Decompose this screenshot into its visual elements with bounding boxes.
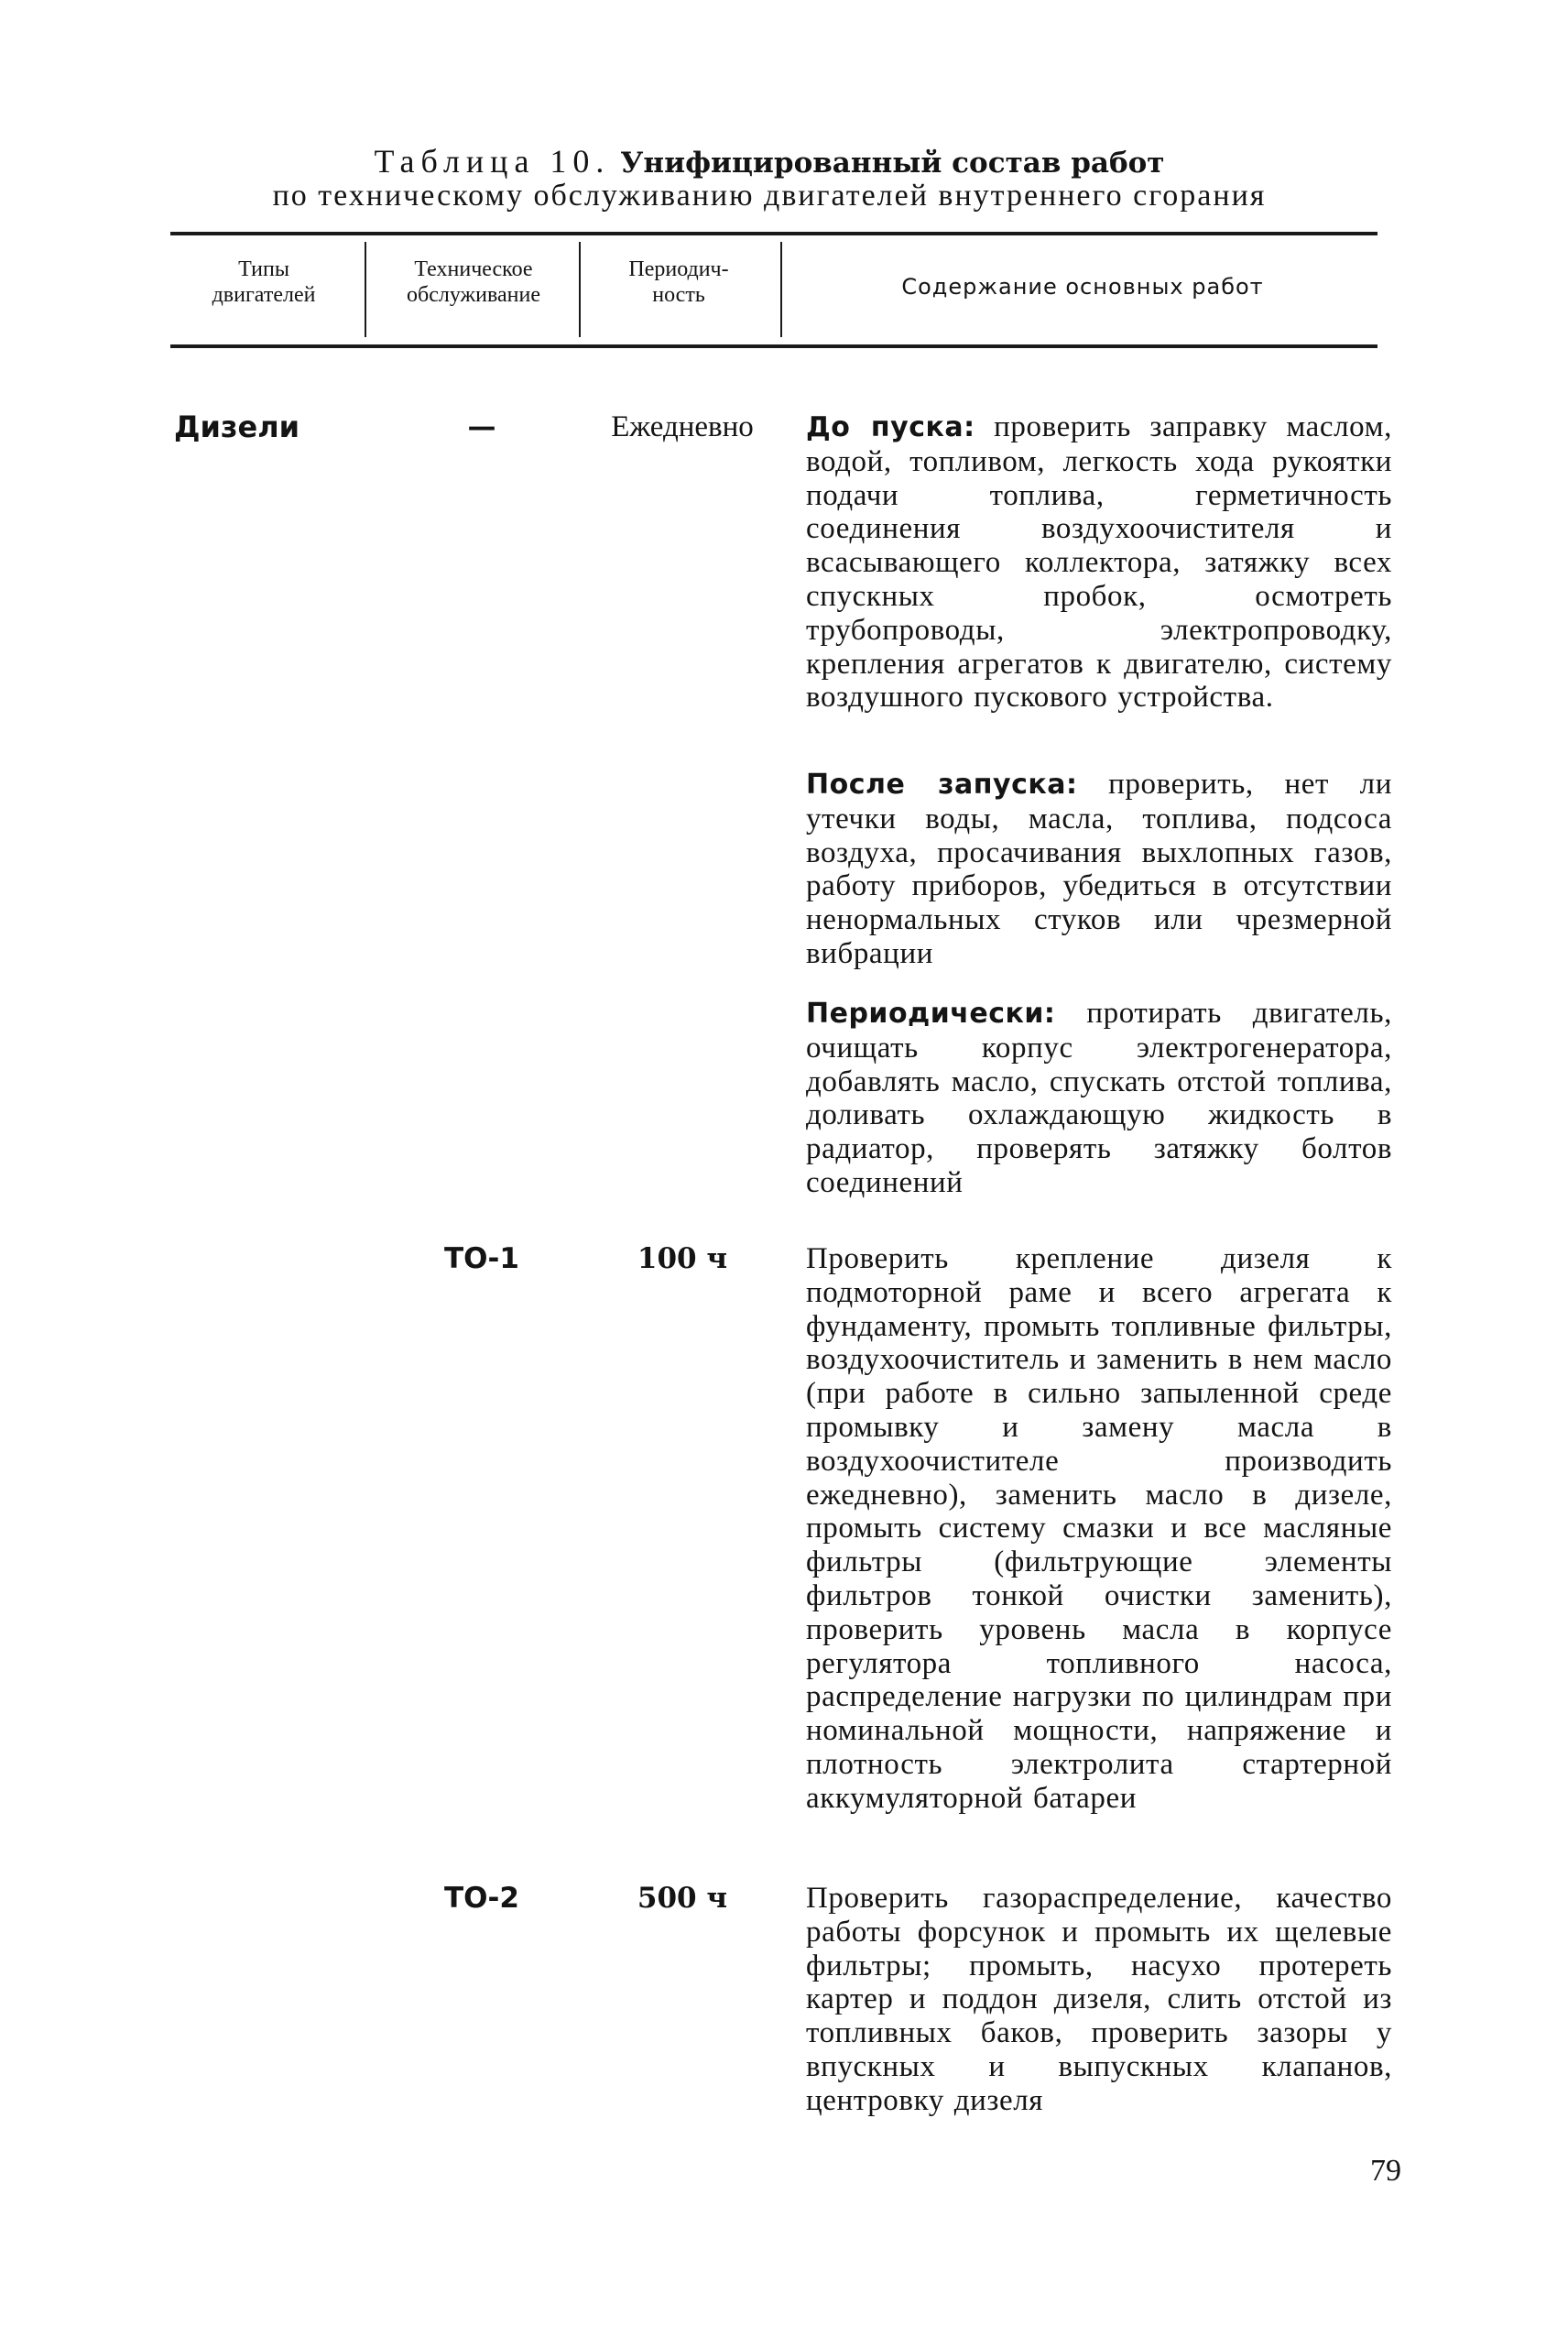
row-daily-periodically-text: протирать двигатель, очищать корпус электрогенератора, добавлять масло, спускать отстой топлива, доливать охлаждающую жидкость в радиатор, проверять затяжку болтов соединений bbox=[806, 997, 1392, 1199]
table-header-bottom-rule bbox=[170, 344, 1377, 348]
page-number: 79 bbox=[1370, 2154, 1401, 2188]
row-daily-before-start-lead: До пуска: bbox=[806, 411, 975, 443]
row-to1-service: ТО-1 bbox=[444, 1242, 519, 1275]
table-subtitle: по техническому обслуживанию двигателей внутреннего сгорания bbox=[272, 179, 1267, 213]
row-to1-periodicity: 100 ч bbox=[637, 1242, 728, 1275]
row-daily-after-start bbox=[806, 768, 1392, 971]
header-divider-1 bbox=[365, 242, 366, 337]
row-to1-content-text: Проверить крепление дизеля к подмоторной раме и всего агрегата к фундаменту, промыть топливные фильтры, воздухоочиститель и заменить в нем масло (при работе в сильно запыленной среде промывку и замену масла в воздухоочистителе производить ежедневно), заменить масло в дизеле, промыть систему смазки и все масляные фильтры (фильтрующие элементы фильтров тонкой очистки заменить), проверить уровень масла в корпусе регулятора топливного насоса, распределение нагрузки по цилиндрам при номинальной мощности, напряжение и плотность электролита стартерной аккумуляторной батареи bbox=[806, 1242, 1392, 1815]
row-to2-content-text: Проверить газораспределение, качество работы форсунок и промыть их щелевые фильтры; промыть, насухо протереть картер и поддон дизеля, слить отстой из топливных баков, проверить зазоры у впускных и выпускных клапанов, центровку дизеля bbox=[806, 1882, 1392, 2117]
row-daily-periodicity: Ежедневно bbox=[611, 410, 754, 443]
row-to1-content bbox=[806, 1242, 1392, 1816]
row-daily-periodically-lead: Периодически: bbox=[806, 998, 1056, 1030]
header-work-content: Содержание основных работ bbox=[901, 274, 1264, 300]
table-title-bold: Унифицированный состав работ bbox=[620, 147, 1165, 180]
row-to2-service: ТО-2 bbox=[444, 1882, 519, 1915]
row-to2-content bbox=[806, 1882, 1392, 2118]
header-maintenance bbox=[368, 257, 579, 308]
header-engine-types-line1: Типы bbox=[238, 257, 289, 281]
row-to2-periodicity: 500 ч bbox=[637, 1882, 728, 1915]
header-divider-3 bbox=[780, 242, 782, 337]
row-daily-after-start-lead: После запуска: bbox=[806, 769, 1078, 801]
header-periodicity-line2: ность bbox=[652, 283, 705, 307]
row-daily-before-start bbox=[806, 410, 1392, 715]
header-engine-types-line2: двигателей bbox=[212, 283, 316, 307]
engine-type-diesel: Дизели bbox=[174, 410, 300, 444]
header-periodicity-line1: Периодич- bbox=[628, 257, 729, 281]
row-daily-after-start-text: проверить, нет ли утечки воды, масла, топлива, подсоса воздуха, просачивания выхлопных газов, работу приборов, убедиться в отсутствии ненормальных стуков или чрезмерной вибрации bbox=[806, 768, 1393, 970]
header-maintenance-line2: обслуживание bbox=[407, 283, 540, 307]
header-divider-2 bbox=[579, 242, 581, 337]
table-top-rule bbox=[170, 232, 1377, 235]
header-periodicity bbox=[583, 257, 775, 308]
table-title bbox=[165, 143, 1374, 181]
header-engine-types bbox=[170, 257, 357, 308]
header-maintenance-line1: Техническое bbox=[414, 257, 533, 281]
row-daily-periodically bbox=[806, 997, 1392, 1200]
row-daily-before-start-text: проверить заправку маслом, водой, топливом, легкость хода рукоятки подачи топлива, герметичность соединения воздухоочистителя и всасывающего коллектора, затяжку всех спускных пробок, осмотреть трубопроводы, электропроводку, крепления агрегатов к двигателю, систему воздушного пускового устройства. bbox=[806, 410, 1392, 715]
row-daily-service: — bbox=[467, 410, 496, 443]
table-title-label: Таблица 10. bbox=[374, 143, 611, 180]
